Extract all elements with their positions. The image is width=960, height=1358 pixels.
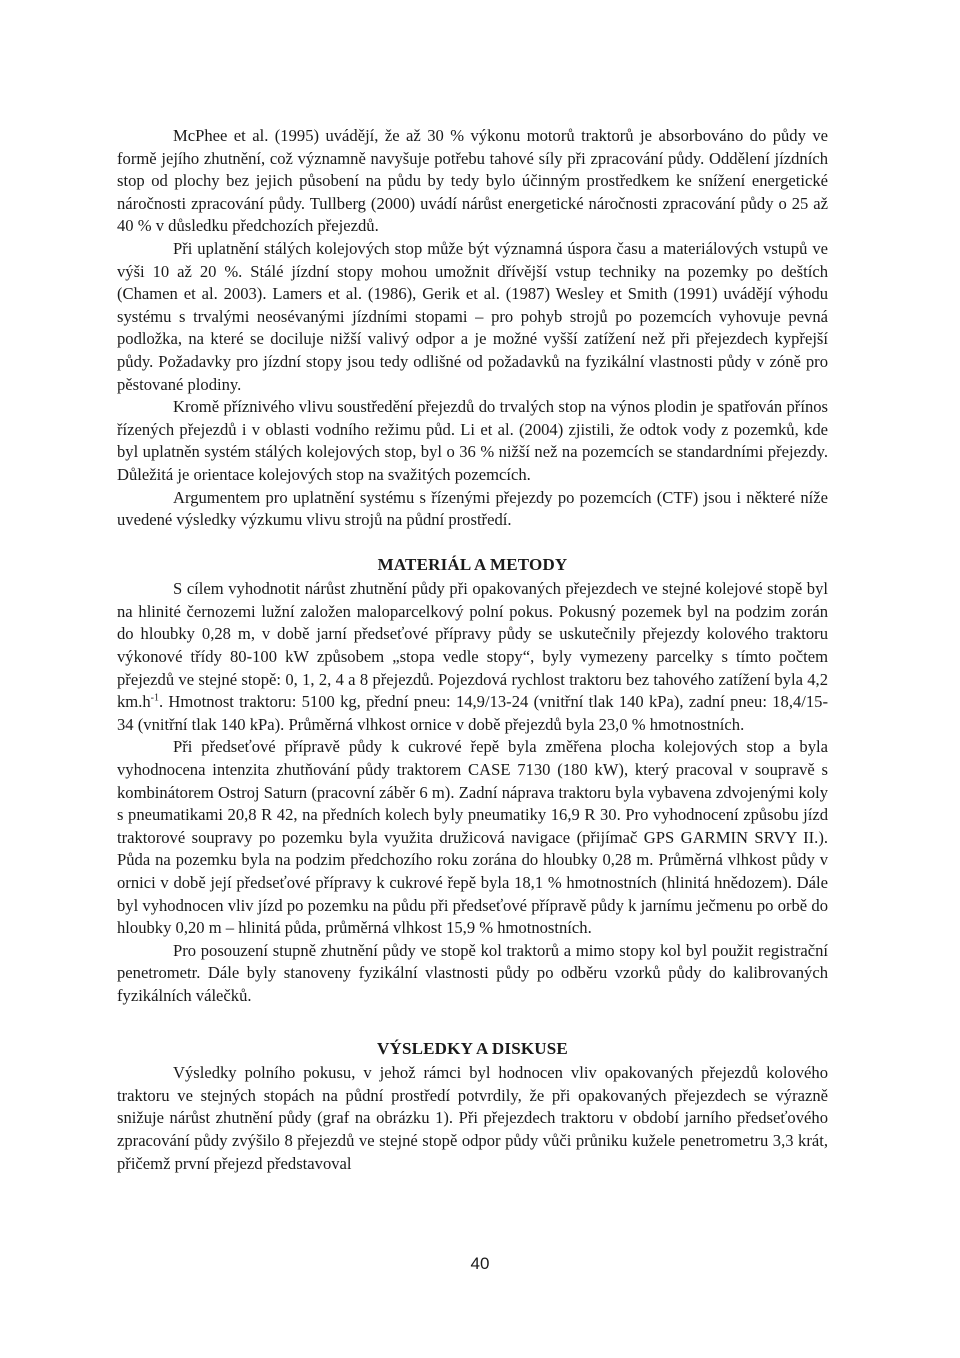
methods-paragraph-1 — [117, 578, 828, 736]
intro-paragraph-3: Kromě příznivého vlivu soustředění přejezdů do trvalých stop na výnos plodin je spatřován přínos řízených přejezdů i v oblasti vodního režimu půd. Li et al. (2004) zjistili, že odtok vody z pozemků, kde byl uplatněn systém stálých kolejových stop, byl o 36 % nižší než na pozemcích se standardními přejezdy. Důležitá je orientace kolejových stop na svažitých pozemcích. — [117, 397, 828, 484]
methods-paragraph-1-text-a: S cílem vyhodnotit nárůst zhutnění půdy při opakovaných přejezdech ve stejné kolejové stopě byl na hlinité černozemi lužní založen maloparcelkový polní pokus. Pokusný pozemek byl na podzim zorán do hloubky 0,28 m, v době jarní předseťové přípravy půdy se uskutečnily přejezdy kolového traktoru výkonové třídy 80-100 kW způsobem „stopa vedle stopy“, byly vymezeny parcelky s tímto počtem přejezdů ve stejné stopě: 0, 1, 2, 4 a 8 přejezdů. Pojezdová rychlost traktoru bez tahového zatížení byla 4,2 km.h — [117, 579, 828, 712]
unit-exponent: -1 — [150, 692, 159, 704]
section-heading-results: VÝSLEDKY A DISKUSE — [377, 1038, 568, 1058]
intro-paragraph-4: Argumentem pro uplatnění systému s řízenými přejezdy po pozemcích (CTF) jsou i některé níže uvedené výsledky výzkumu vlivu strojů na půdní prostředí. — [117, 487, 828, 530]
page-number: 40 — [470, 1254, 490, 1273]
methods-paragraph-1-text-b: . Hmotnost traktoru: 5100 kg, přední pneu: 14,9/13-24 (vnitřní tlak 140 kPa), zadní pneu: 18,4/15-34 (vnitřní tlak 140 kPa). Průměrná vlhkost ornice v době přejezdů byla 23,0 % hmotnostních. — [117, 692, 828, 734]
methods-paragraph-3: Pro posouzení stupně zhutnění půdy ve stopě kol traktorů a mimo stopy kol byl použit registrační penetrometr. Dále byly stanoveny fyzikální vlastnosti půdy po odběru vzorků půdy do kalibrovaných fyzikálních válečků. — [117, 940, 828, 1005]
methods-paragraph-2: Při předseťové přípravě půdy k cukrové řepě byla změřena plocha kolejových stop a byla vyhodnocena intenzita zhutňování půdy traktorem CASE 7130 (180 kW), který pracoval v soupravě s kombinátorem Ostroj Saturn (pracovní záběr 6 m). Zadní náprava traktoru byla vybavena zdvojenými koly s pneumatikami 20,8 R 42, na předních kolech byly pneumatiky 16,9 R 30. Pro vyhodnocení způsobu jízd traktorové soupravy po pozemku byla využita družicová navigace (přijímač GPS GARMIN SRVY II.). Půda na pozemku byla na podzim předchozího roku zorána do hloubky 0,28 m. Průměrná vlhkost půdy v ornici v době její předseťové přípravy k cukrové řepě byla 18,1 % hmotnostních (hlinitá hnědozem). Dále byl vyhodnocen vliv jízd po pozemku na půdu při předseťové přípravě půdy k jarnímu ječmenu po orbě do hloubky 0,20 m – hlinitá půda, průměrná vlhkost 15,9 % hmotnostních. — [117, 737, 828, 938]
section-heading-methods: MATERIÁL A METODY — [377, 554, 568, 574]
results-paragraph-1: Výsledky polního pokusu, v jehož rámci byl hodnocen vliv opakovaných přejezdů kolového traktoru ve stejných stopách na půdní prostředí potvrdily, že při opakovaných přejezdech se výrazně snižuje nárůst zhutnění půdy (graf na obrázku 1). Při přejezdech traktoru v období jarního předseťového zpracování půdy zvýšilo 8 přejezdů ve stejné stopě odpor půdy vůči průniku kužele penetrometru 3,3 krát, přičemž první přejezd představoval — [117, 1063, 828, 1173]
intro-paragraph-2: Při uplatnění stálých kolejových stop může být významná úspora času a materiálových vstupů ve výši 10 až 20 %. Stálé jízdní stopy mohou umožnit dřívější vstup techniky na pozemky po deštích (Chamen et al. 2003). Lamers et al. (1986), Gerik et al. (1987) Wesley et Smith (1991) uvádějí výhodu systému s trvalými neosévanými jízdními stopami – pro pohyb strojů po pozemcích vyhovuje pevná podložka, na které se dociluje nižší valivý odpor a je možné vyšší zatížení než při přejezdech kypřejší půdy. Požadavky pro jízdní stopy jsou tedy odlišné od požadavků na fyzikální vlastnosti půdy v zóně pro pěstované plodiny. — [117, 238, 828, 394]
intro-paragraph-1: McPhee et al. (1995) uvádějí, že až 30 % výkonu motorů traktorů je absorbováno do půdy ve formě jejího zhutnění, což významně navyšuje potřebu tahové síly při zpracování půdy. Oddělení jízdních stop od plochy bez jejich působení na půdu by tedy bylo účinným prostředkem ke snížení energetické náročnosti zpracování půdy. Tullberg (2000) uvádí nárůst energetické náročnosti zpracování půdy o 25 až 40 % v důsledku předchozích přejezdů. — [117, 126, 828, 236]
document-body — [117, 125, 828, 1175]
